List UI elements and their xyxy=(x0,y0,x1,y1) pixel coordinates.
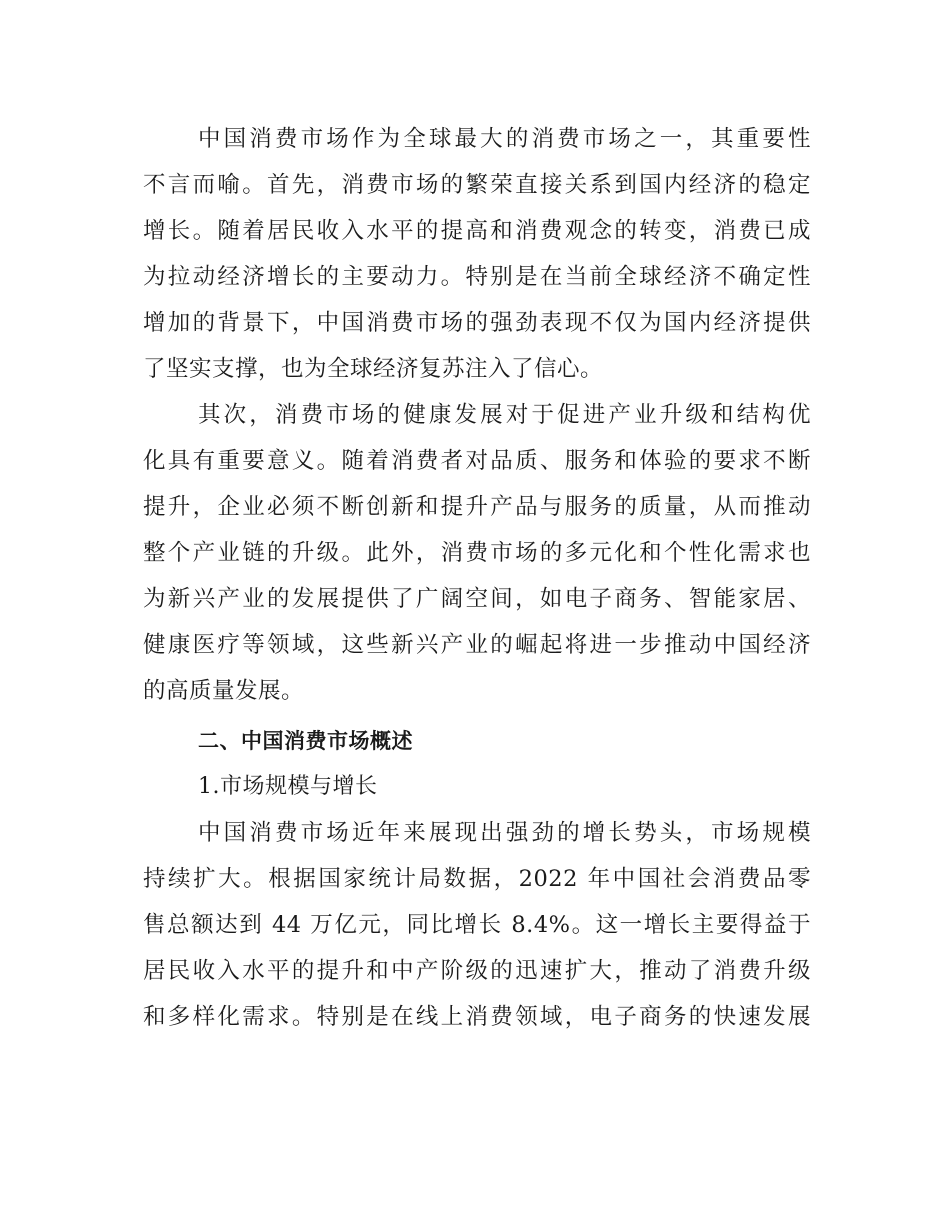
paragraph-1-line-5: 增加的背景下，中国消费市场的强劲表现不仅为国内经济提供 xyxy=(143,310,811,336)
paragraph-3-line-2: 持续扩大。根据国家统计局数据，2022 年中国社会消费品零 xyxy=(143,866,811,892)
paragraph-2-line-2: 化具有重要意义。随着消费者对品质、服务和体验的要求不断 xyxy=(143,448,811,474)
paragraph-2-line-3: 提升，企业必须不断创新和提升产品与服务的质量，从而推动 xyxy=(143,494,811,520)
paragraph-3-line-5: 和多样化需求。特别是在线上消费领域，电子商务的快速发展 xyxy=(143,1004,811,1030)
paragraph-3-line-4: 居民收入水平的提升和中产阶级的迅速扩大，推动了消费升级 xyxy=(143,958,811,984)
paragraph-1-line-6: 了坚实支撑，也为全球经济复苏注入了信心。 xyxy=(143,356,604,382)
paragraph-3-line-1: 中国消费市场近年来展现出强劲的增长势头，市场规模 xyxy=(198,820,811,846)
paragraph-2-line-6: 健康医疗等领域，这些新兴产业的崛起将进一步推动中国经济 xyxy=(143,632,811,658)
paragraph-2-line-7: 的高质量发展。 xyxy=(143,678,305,704)
paragraph-3-line-3: 售总额达到 44 万亿元，同比增长 8.4%。这一增长主要得益于 xyxy=(143,912,811,938)
paragraph-1-line-2: 不言而喻。首先，消费市场的繁荣直接关系到国内经济的稳定 xyxy=(143,172,811,198)
paragraph-1-line-4: 为拉动经济增长的主要动力。特别是在当前全球经济不确定性 xyxy=(143,264,811,290)
paragraph-2-line-1: 其次，消费市场的健康发展对于促进产业升级和结构优 xyxy=(198,402,811,428)
subsection-heading: 1.市场规模与增长 xyxy=(198,774,378,799)
paragraph-2-line-4: 整个产业链的升级。此外，消费市场的多元化和个性化需求也 xyxy=(143,540,811,566)
paragraph-2-line-5: 为新兴产业的发展提供了广阔空间，如电子商务、智能家居、 xyxy=(143,586,811,612)
paragraph-1-line-1: 中国消费市场作为全球最大的消费市场之一，其重要性 xyxy=(198,126,811,152)
section-heading: 二、中国消费市场概述 xyxy=(198,729,413,753)
paragraph-1-line-3: 增长。随着居民收入水平的提高和消费观念的转变，消费已成 xyxy=(143,218,811,244)
